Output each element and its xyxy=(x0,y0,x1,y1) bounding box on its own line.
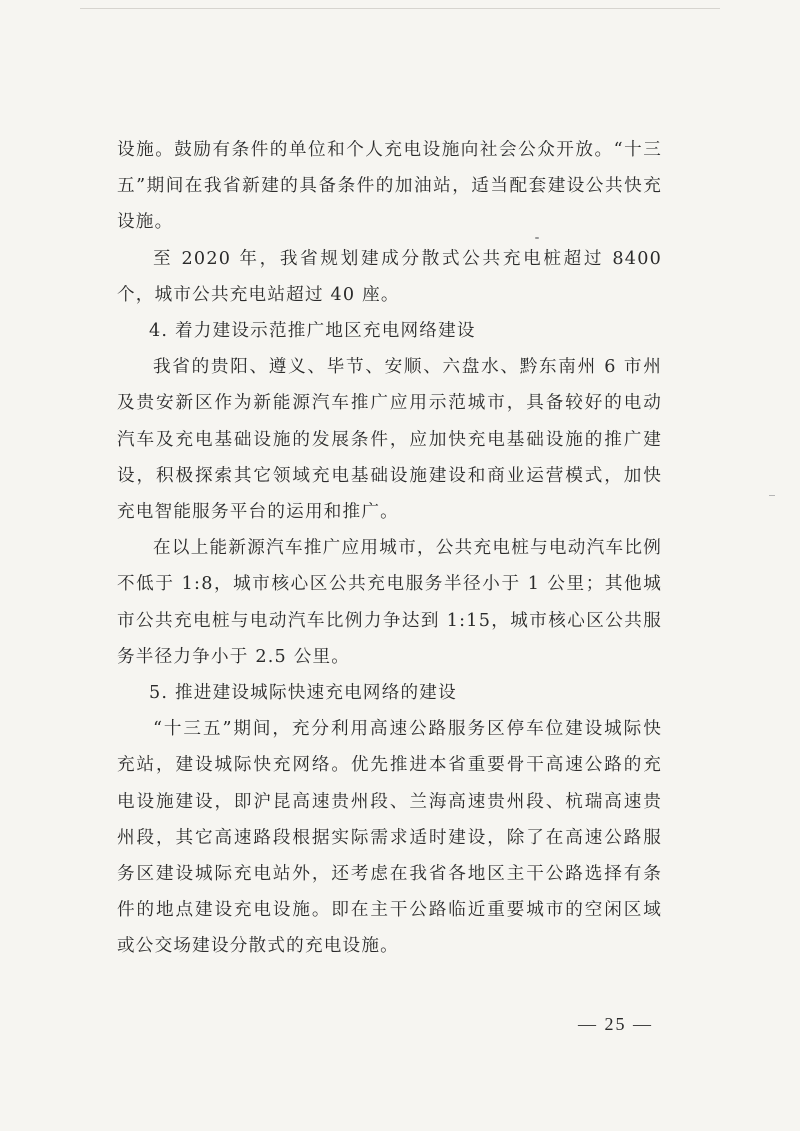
paragraph-charging-ratio: 在以上能新源汽车推广应用城市，公共充电桩与电动汽车比例不低于 1:8，城市核心区公共充电服务半径小于 1 公里；其他城市公共充电桩与电动汽车比例力争达到 1:15，城市核心区公共服务半径力争小于 2.5 公里。 xyxy=(117,538,662,667)
section-heading-4: 4. 着力建设示范推广地区充电网络建设 xyxy=(149,321,476,342)
paragraph-continuation: 设施。鼓励有条件的单位和个人充电设施向社会公众开放。“十三五”期间在我省新建的具备条件的加油站，适当配套建设公共快充设施。 xyxy=(117,140,662,233)
page-number: — 25 — xyxy=(578,1014,653,1034)
scan-mark xyxy=(769,495,775,496)
paragraph-target-2020: 至 2020 年，我省规划建成分散式公共充电桩超过 8400 个，城市公共充电站超过 40 座。 xyxy=(117,248,662,305)
paragraph-demo-cities: 我省的贵阳、遵义、毕节、安顺、六盘水、黔东南州 6 市州及贵安新区作为新能源汽车推广应用示范城市，具备较好的电动汽车及充电基础设施的发展条件，应加快充电基础设施的推广建设，积极探索其它领域充电基础设施建设和商业运营模式，加快充电智能服务平台的运用和推广。 xyxy=(117,357,662,523)
body-text xyxy=(117,132,662,965)
paragraph-intercity-network: “十三五”期间，充分利用高速公路服务区停车位建设城际快充站，建设城际快充网络。优先推进本省重要骨干高速公路的充电设施建设，即沪昆高速贵州段、兰海高速贵州段、杭瑞高速贵州段，其它高速路段根据实际需求适时建设，除了在高速公路服务区建设城际充电站外，还考虑在我省各地区主干公路选择有条件的地点建设充电设施。即在主干公路临近重要城市的空闲区域或公交场建设分散式的充电设施。 xyxy=(117,719,662,957)
top-rule xyxy=(80,8,720,9)
section-heading-5: 5. 推进建设城际快速充电网络的建设 xyxy=(149,683,457,704)
